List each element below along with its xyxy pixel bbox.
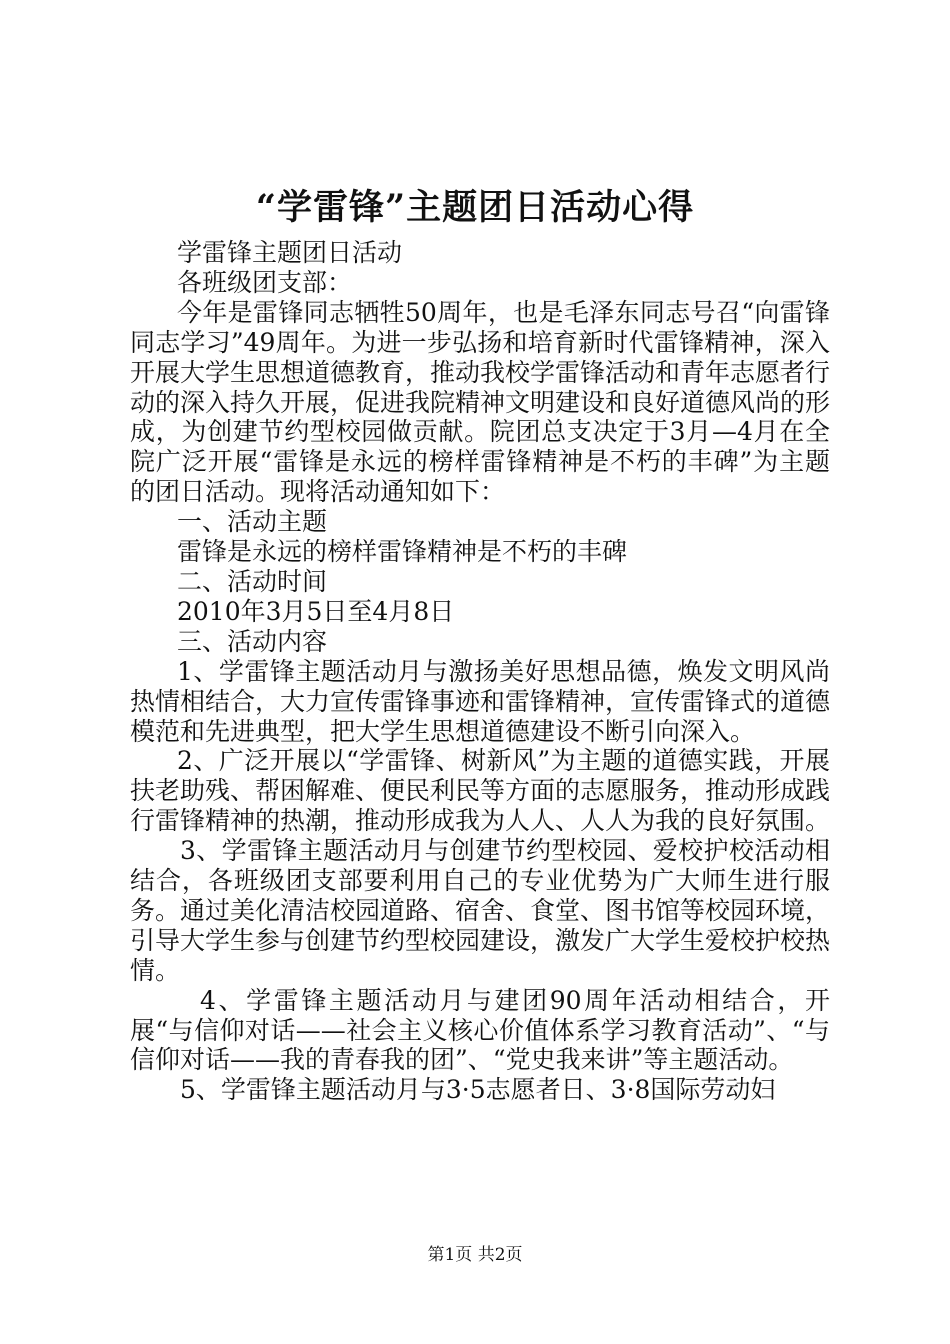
time-text: 2010年3月5日至4月8日 <box>177 596 455 626</box>
salutation: 各班级团支部： <box>177 267 353 297</box>
document-title: “学雷锋”主题团日活动心得 <box>255 187 695 228</box>
content-item-1: 1、学雷锋主题活动月与激扬美好思想品德，焕发文明风尚热情相结合，大力宣传雷锋事迹和雷锋精神，宣传雷锋式的道德模范和先进典型，把大学生思想道德建设不断引向深入。 <box>130 656 831 746</box>
subtitle-line: 学雷锋主题团日活动 <box>177 238 403 267</box>
content-item-5: 5、学雷锋主题活动月与3·5志愿者日、3·8国际劳动妇 <box>180 1075 776 1105</box>
document-body <box>130 238 830 1105</box>
section-heading-theme: 一、活动主题 <box>177 507 328 537</box>
intro-paragraph: 今年是雷锋同志牺牲50周年，也是毛泽东同志号召“向雷锋同志学习”49周年。为进一步弘扬和培育新时代雷锋精神，深入开展大学生思想道德教育，推动我校学雷锋活动和青年志愿者行动的深入持久开展，促进我院精神文明建设和良好道德风尚的形成，为创建节约型校园做贡献。院团总支决定于3月—4月在全院广泛开展“雷锋是永远的榜样雷锋精神是不朽的丰碑”为主题的团日活动。现将活动通知如下： <box>130 297 831 507</box>
section-heading-content: 三、活动内容 <box>177 626 328 656</box>
content-item-3: 3、学雷锋主题活动月与创建节约型校园、爱校护校活动相结合，各班级团支部要利用自己的专业优势为广大师生进行服务。通过美化清洁校园道路、宿舍、食堂、图书馆等校园环境，引导大学生参与创建节约型校园建设，激发广大学生爱校护校热情。 <box>130 836 831 985</box>
page-footer: 第1页 共2页 <box>427 1245 523 1265</box>
section-heading-time: 二、活动时间 <box>177 566 328 596</box>
content-item-2: 2、广泛开展以“学雷锋、树新风”为主题的道德实践，开展扶老助残、帮困解难、便民利民等方面的志愿服务，推动形成践行雷锋精神的热潮，推动形成我为人人、人人为我的良好氛围。 <box>130 746 831 836</box>
content-item-4: 4、学雷锋主题活动月与建团90周年活动相结合，开展“与信仰对话——社会主义核心价值体系学习教育活动”、“与信仰对话——我的青春我的团”、“党史我来讲”等主题活动。 <box>130 985 830 1075</box>
theme-text: 雷锋是永远的榜样雷锋精神是不朽的丰碑 <box>177 537 628 567</box>
